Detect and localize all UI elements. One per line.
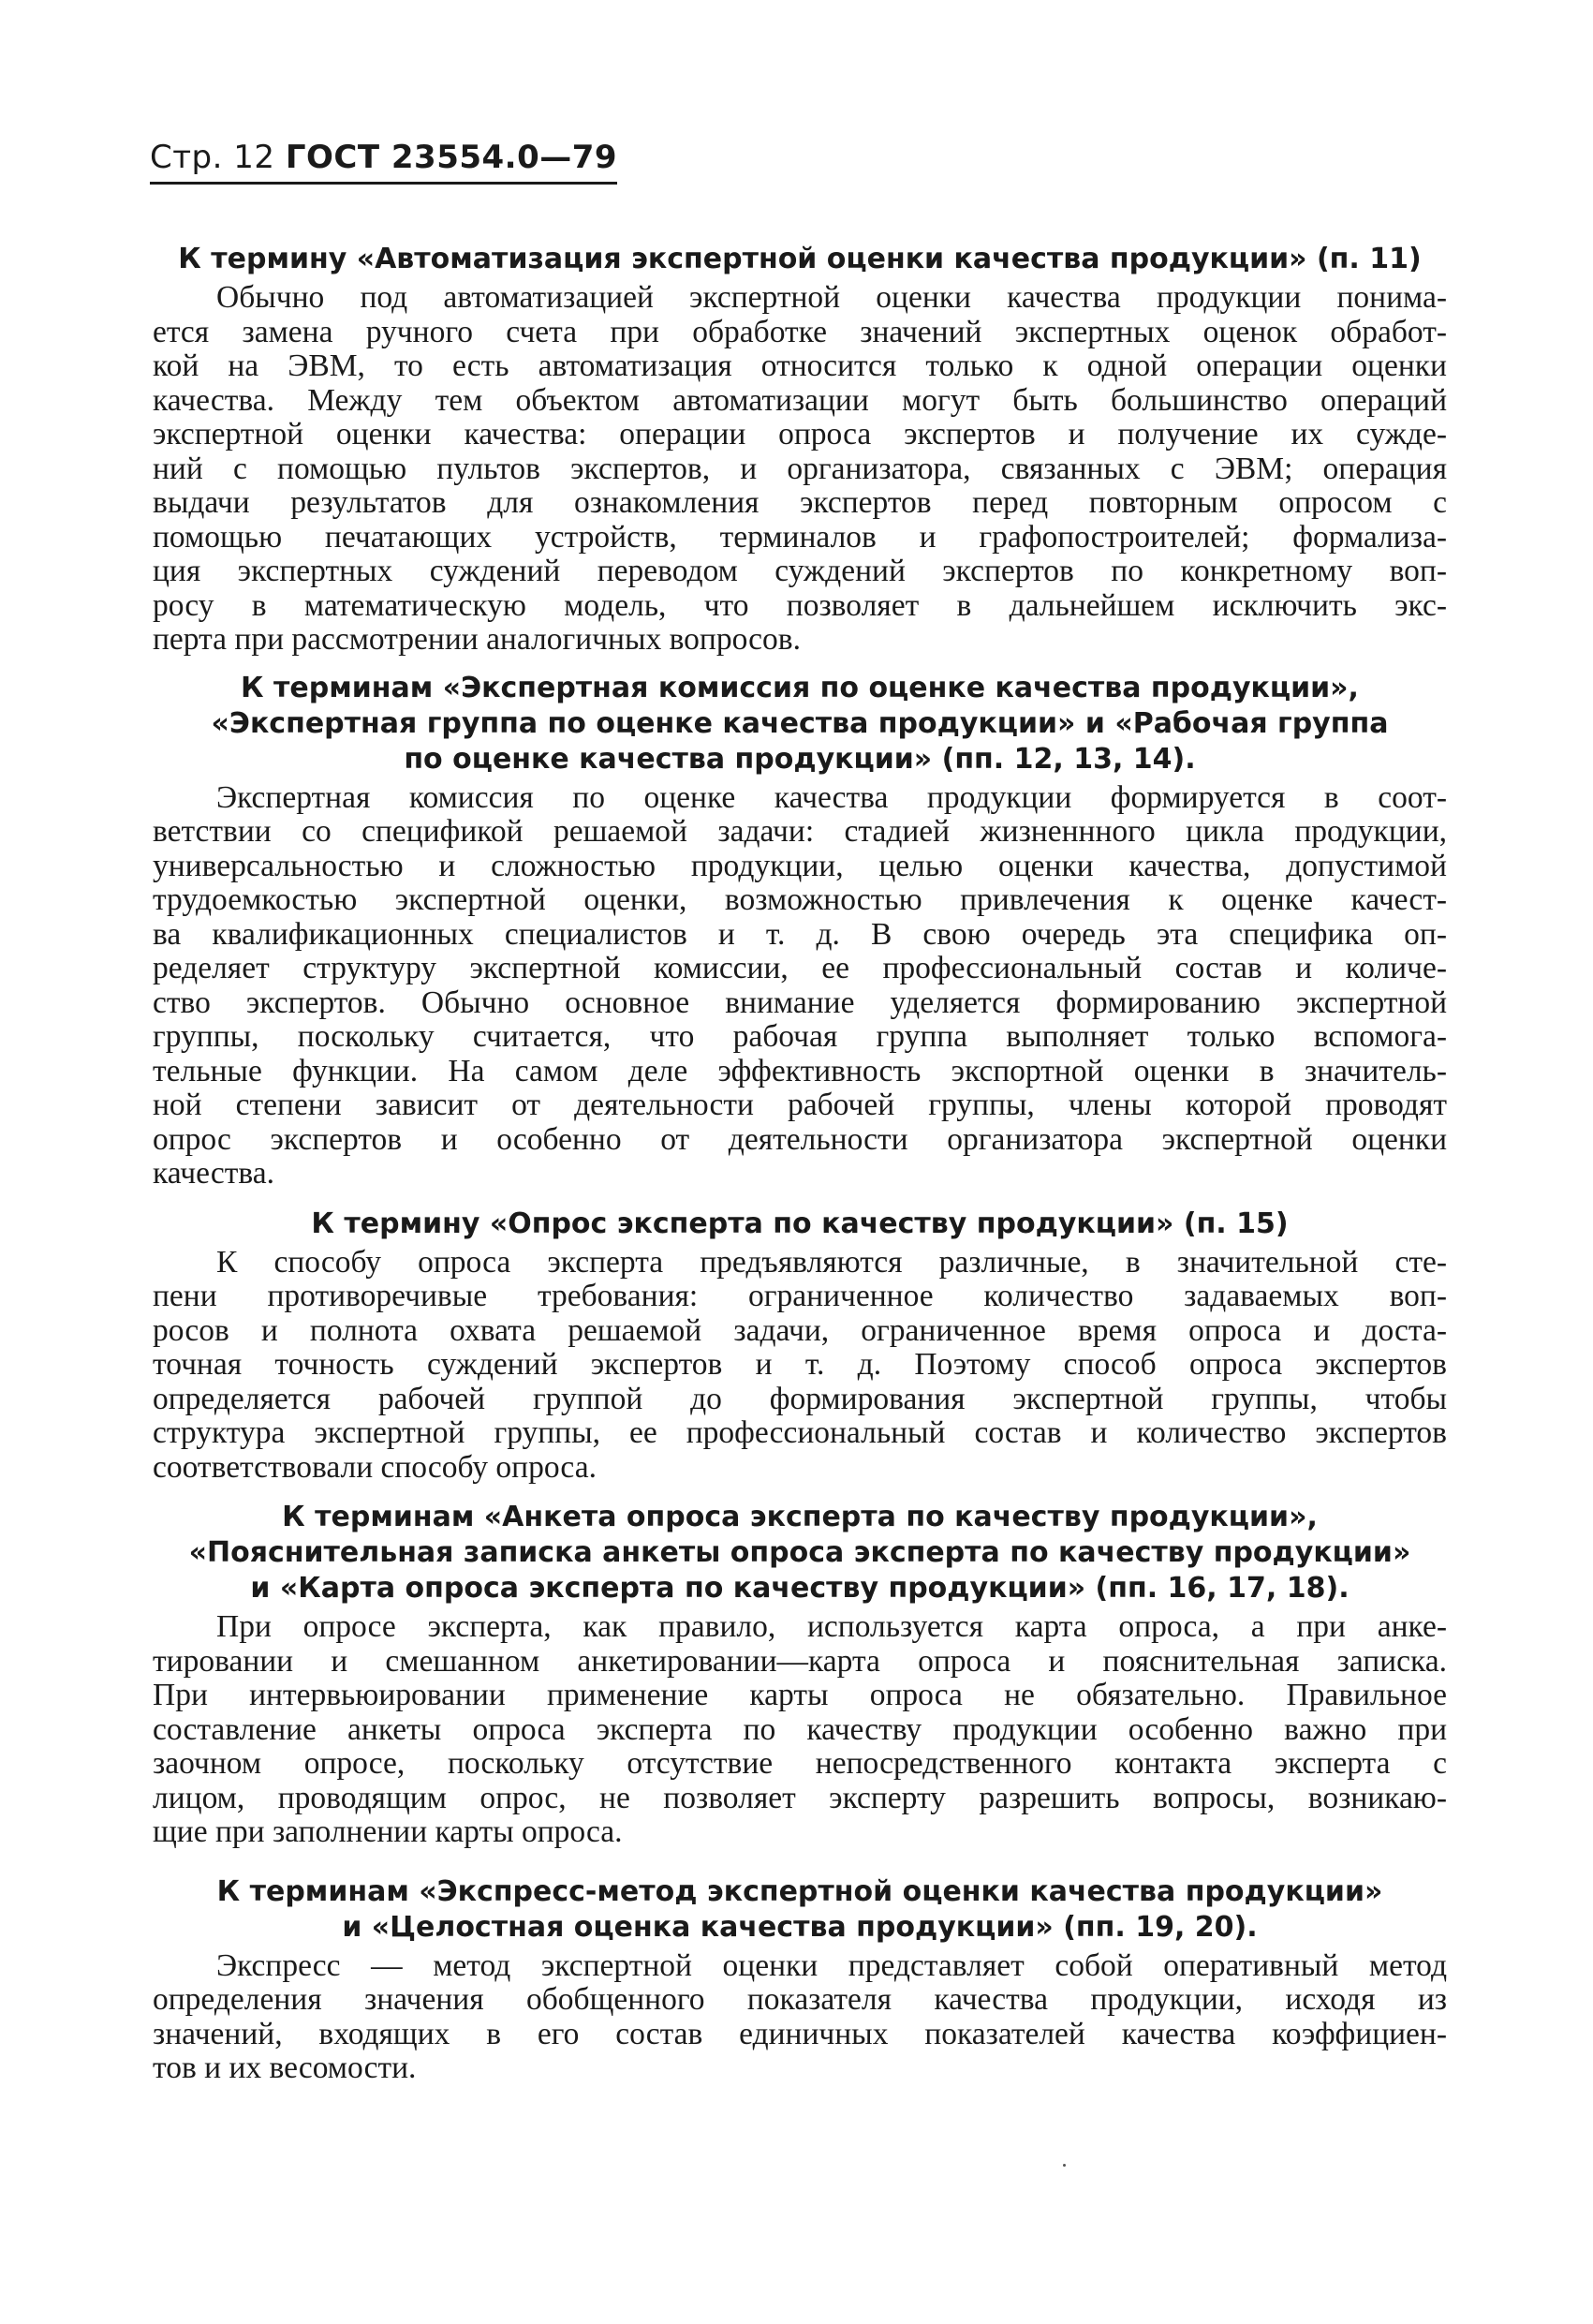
paragraph-line: лицом, проводящим опрос, не позволяет эксперту разрешить вопросы, возникаю- <box>153 1780 1447 1815</box>
paragraph-line: структура экспертной группы, ее профессиональный состав и количество экспертов <box>153 1415 1447 1450</box>
paragraph-line: Экспресс — метод экспертной оценки представляет собой оперативный метод <box>216 1947 1447 1983</box>
paragraph-line: опрос экспертов и особенно от деятельности организатора экспертной оценки <box>153 1121 1447 1157</box>
document-body <box>153 242 1447 2097</box>
page-label: Стр. 12 <box>150 139 275 176</box>
paragraph-line: Обычно под автоматизацией экспертной оценки качества продукции понима- <box>216 280 1447 315</box>
paragraph-line: росов и полнота охвата решаемой задачи, ограниченное время опроса и доста- <box>153 1312 1447 1348</box>
section-title-line: К терминам «Экспертная комиссия по оценке качества продукции», <box>241 671 1359 704</box>
paragraph-line: ция экспертных суждений переводом суждений экспертов по конкретному воп- <box>153 554 1447 588</box>
paragraph-line: Экспертная комиссия по оценке качества продукции формируется в соот- <box>216 779 1447 815</box>
section-paragraph <box>153 1949 1447 2086</box>
section-title <box>153 1874 1447 1946</box>
section-title-line: и «Целостная оценка качества продукции» (пп. 19, 20). <box>342 1910 1258 1944</box>
paragraph-line: При опросе эксперта, как правило, используется карта опроса, а при анке- <box>216 1609 1447 1644</box>
section-expert-commission <box>153 671 1447 1192</box>
section-title-line: и «Карта опроса эксперта по качеству продукции» (пп. 16, 17, 18). <box>250 1572 1350 1605</box>
section-expert-survey <box>153 1206 1447 1486</box>
paragraph-line: группы, поскольку считается, что рабочая группа выполняет только вспомога- <box>153 1019 1447 1054</box>
paragraph-line: экспертной оценки качества: операции опроса экспертов и получение их сужде- <box>153 417 1447 451</box>
section-title-line: «Экспертная группа по оценке качества продукции» и «Рабочая группа <box>211 706 1389 740</box>
paragraph-line: определения значения обобщенного показателя качества продукции, исходя из <box>153 1982 1447 2017</box>
section-title-line: К термину «Автоматизация экспертной оценки качества продукции» (п. 11) <box>178 243 1422 275</box>
paragraph-line: ределяет структуру экспертной комиссии, ее профессиональный состав и количе- <box>153 951 1447 985</box>
paragraph-line: перта при рассмотрении аналогичных вопросов. <box>153 622 801 657</box>
section-title-line: «Пояснительная записка анкеты опроса эксперта по качеству продукции» <box>188 1536 1411 1569</box>
paragraph-line: трудоемкостью экспертной оценки, возможностью привлечения к оценке качест- <box>153 882 1447 917</box>
scan-speck <box>1063 2164 1066 2167</box>
paragraph-line: тов и их весомости. <box>153 2050 417 2085</box>
paragraph-line: пени противоречивые требования: ограниченное количество задаваемых воп- <box>153 1279 1447 1313</box>
paragraph-line: значений, входящих в его состав единичных показателей качества коэффициен- <box>153 2016 1447 2051</box>
paragraph-line: определяется рабочей группой до формирования экспертной группы, чтобы <box>153 1381 1447 1416</box>
section-title-line: К терминам «Экспресс-метод экспертной оценки качества продукции» <box>216 1874 1383 1908</box>
section-questionnaire <box>153 1500 1447 1850</box>
section-paragraph <box>153 281 1447 658</box>
paragraph-line: заочном опросе, поскольку отсутствие непосредственного контакта эксперта с <box>153 1746 1447 1781</box>
paragraph-line: росу в математическую модель, что позволяет в дальнейшем исключить экс- <box>153 587 1447 623</box>
section-title <box>153 671 1447 777</box>
paragraph-line: тельные функции. На самом деле эффективность экспортной оценки в значитель- <box>153 1053 1447 1088</box>
paragraph-line: качества. <box>153 1156 274 1191</box>
paragraph-line: качества. Между тем объектом автоматизации могут быть большинство операций <box>153 382 1447 418</box>
paragraph-line: К способу опроса эксперта предъявляются различные, в значительной сте- <box>216 1244 1447 1280</box>
paragraph-line: помощью печатающих устройств, терминалов и графопостроителей; формализа- <box>153 519 1447 555</box>
section-paragraph <box>153 781 1447 1192</box>
section-title <box>153 1206 1447 1242</box>
paragraph-line: щие при заполнении карты опроса. <box>153 1814 623 1849</box>
section-title-line: К терминам «Анкета опроса эксперта по качеству продукции», <box>282 1501 1318 1533</box>
paragraph-line: выдачи результатов для ознакомления экспертов перед повторным опросом с <box>153 485 1447 520</box>
paragraph-line: соответствовали способу опроса. <box>153 1449 597 1485</box>
running-header <box>150 139 617 185</box>
paragraph-line: универсальностью и сложностью продукции, целью оценки качества, допустимой <box>153 848 1447 883</box>
section-paragraph <box>153 1246 1447 1486</box>
paragraph-line: кой на ЭВМ, то есть автоматизация относится только к одной операции оценки <box>153 348 1447 383</box>
paragraph-line: составление анкеты опроса эксперта по качеству продукции особенно важно при <box>153 1711 1447 1747</box>
section-title-line: К термину «Опрос эксперта по качеству продукции» (п. 15) <box>311 1206 1289 1240</box>
paragraph-line: При интервьюировании применение карты опроса не обязательно. Правильное <box>153 1678 1447 1712</box>
paragraph-line: ний с помощью пультов экспертов, и организатора, связанных с ЭВМ; операция <box>153 451 1447 486</box>
paragraph-line: точная точность суждений экспертов и т. д. Поэтому способ опроса экспертов <box>153 1347 1447 1382</box>
section-express-method <box>153 1874 1447 2086</box>
standard-number: ГОСТ 23554.0—79 <box>285 139 618 176</box>
section-title <box>153 1500 1447 1606</box>
section-automation <box>153 242 1447 658</box>
paragraph-line: ется замена ручного счета при обработке значений экспертных оценок обработ- <box>153 314 1447 349</box>
paragraph-line: ство экспертов. Обычно основное внимание уделяется формированию экспертной <box>153 984 1447 1020</box>
section-title-line: по оценке качества продукции» (пп. 12, 13, 14). <box>404 742 1196 776</box>
paragraph-line: тировании и смешанном анкетировании—карта опроса и пояснительная записка. <box>153 1643 1447 1679</box>
paragraph-line: ной степени зависит от деятельности рабочей группы, члены которой проводят <box>153 1088 1447 1122</box>
paragraph-line: ва квалификационных специалистов и т. д. В свою очередь эта специфика оп- <box>153 916 1447 952</box>
paragraph-line: ветствии со спецификой решаемой задачи: стадией жизненнного цикла продукции, <box>153 814 1447 849</box>
section-title <box>153 242 1447 277</box>
section-paragraph <box>153 1610 1447 1850</box>
